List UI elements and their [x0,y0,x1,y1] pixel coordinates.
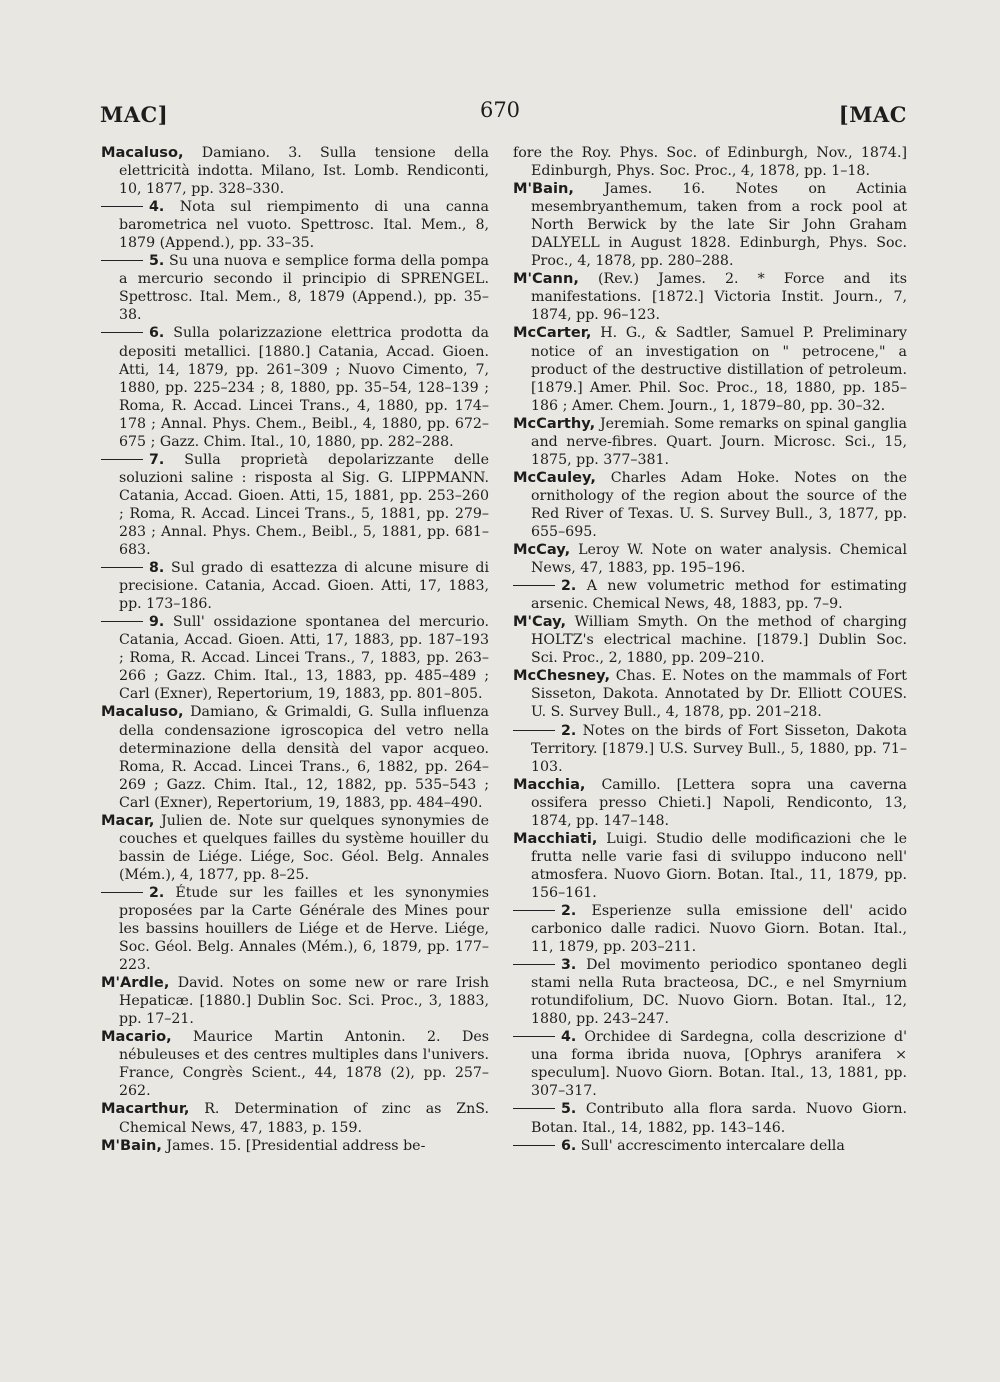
entry-author-surname: McCauley, [513,468,596,486]
left-column [101,144,489,1155]
entry-text: (Rev.) James. 2. * Force and its manifestations. [1872.] Victoria Instit. Journ., 7, 1874, pp. 96–123. [531,271,907,324]
entry-text: Sull' accrescimento intercalare della [576,1137,845,1154]
ditto-dash [101,332,143,333]
page-header [0,98,1000,138]
ditto-dash [513,910,555,911]
entry-text: Notes on the birds of Fort Sisseton, Dakota Territory. [1879.] U.S. Survey Bull., 5, 1880, pp. 71–103. [531,722,907,775]
entry-number: 8. [149,560,165,577]
ditto-dash [101,260,143,261]
entry-author-surname: Macaluso, [101,144,184,161]
entry-text: Camillo. [Lettera sopra una caverna ossifera presso Chieti.] Napoli, Rendiconto, 13, 1874, pp. 147–148. [531,776,907,829]
entry-text: Nota sul riempimento di una canna barometrica nel vuoto. Spettrosc. Ital. Mem., 8, 1879 (Append.), pp. 33–35. [119,199,489,252]
header-right-label: [MAC [838,102,907,127]
entry-author-surname: Macaluso, [101,703,184,721]
right-column [513,144,907,1155]
catalogue-entry [513,1137,907,1155]
entry-text: Maurice Martin Antonin. 2. Des nébuleuses et des centres multiples dans l'univers. France, Congrès Scient., 44, 1878 (2), pp. 257–262. [119,1029,489,1100]
catalogue-entry [513,667,907,721]
entry-text: A new volumetric method for estimating arsenic. Chemical News, 48, 1883, pp. 7–9. [531,578,907,613]
entry-text: R. Determination of zinc as ZnS. Chemical News, 47, 1883, p. 159. [119,1101,489,1136]
entry-text: David. Notes on some new or rare Irish Hepaticæ. [1880.] Dublin Soc. Sci. Proc., 3, 1883, pp. 17–21. [119,975,489,1028]
entry-number: 6. [149,325,165,342]
ditto-dash [101,206,143,207]
entry-number: 2. [149,884,165,901]
ditto-dash [101,459,143,460]
entry-number: 4. [561,1029,577,1046]
entry-author-surname: M'Cann, [513,270,579,288]
ditto-dash [101,567,143,568]
entry-number: 2. [561,902,577,919]
ditto-dash [513,1145,555,1146]
entry-text: Étude sur les failles et les synonymies proposées par la Carte Générale des Mines pour les bassins houillers de Liége et de Herve. Liége, Soc. Géol. Belg. Annales (Mém.), 6, 1879, pp. 177–223. [119,884,489,974]
ditto-dash [513,964,555,965]
catalogue-entry [513,469,907,541]
entry-number: 2. [561,578,577,595]
catalogue-entry [513,144,907,180]
catalogue-entry [513,776,907,830]
entry-text: Damiano, & Grimaldi, G. Sulla influenza della condensazione igroscopica del vetro nella determinazione della densità del vapor acqueo. Roma, R. Accad. Lincei Trans., 6, 1882, pp. 264–269 ; Gazz. Chim. Ital., 12, 1882, pp. 535–543 ; Carl (Exner), Repertorium, 19, 1883, pp. 484–490. [119,704,489,811]
catalogue-entry [513,415,907,469]
entry-author-surname: M'Ardle, [101,974,170,992]
entry-number: 4. [149,199,165,216]
entry-author-surname: Macchiati, [513,829,598,847]
ditto-dash [513,1108,555,1109]
catalogue-entry [513,541,907,577]
catalogue-entry [513,902,907,956]
catalogue-entry [101,198,489,252]
entry-text: Luigi. Studio delle modificazioni che le frutta nelle varie fasi di sviluppo inducono nell' atmosfera. Nuovo Giorn. Botan. Ital., 11, 1879, pp. 156–161. [531,830,907,901]
entry-author-surname: McCarter, [513,324,592,342]
entry-text: Damiano. 3. Sulla tensione della elettricità indotta. Milano, Ist. Lomb. Rendiconti, 10, 1877, pp. 328–330. [119,145,489,198]
entry-text: Charles Adam Hoke. Notes on the ornithology of the region about the source of the Red River of Texas. U. S. Survey Bull., 3, 1877, pp. 655–695. [531,469,907,540]
header-left-label: MAC] [100,102,169,127]
entry-text: Sul grado di esattezza di alcune misure di precisione. Catania, Accad. Gioen. Atti, 17, 1883, pp. 173–186. [119,560,489,613]
ditto-dash [101,621,143,622]
entry-number: 9. [149,614,165,631]
entry-author-surname: McCay, [513,541,571,559]
entry-text: Sull' ossidazione spontanea del mercurio. Catania, Accad. Gioen. Atti, 17, 1883, pp. 187–193 ; Roma, R. Accad. Lincei Trans., 7, 1883, pp. 263–266 ; Gazz. Chim. Ital., 13, 1883, pp. 485–489 ; Carl (Exner), Repertorium, 19, 1883, pp. 801–805. [119,614,489,703]
entry-number: 5. [149,253,165,270]
entry-text: Del movimento periodico spontaneo degli stami nella Ruta bracteosa, DC., e nel Smyrnium rotundifolium, DC. Nuovo Giorn. Botan. Ital., 12, 1880, pp. 243–247. [531,957,907,1028]
entry-number: 5. [561,1101,577,1118]
catalogue-entry [101,451,489,559]
entry-author-surname: Macar, [101,811,155,829]
ditto-dash [513,730,555,731]
ditto-dash [513,1036,555,1037]
entry-author-surname: Macchia, [513,775,586,793]
catalogue-entry [513,577,907,613]
catalogue-entry [513,830,907,902]
catalogue-entry [513,956,907,1028]
catalogue-entry [513,324,907,414]
catalogue-entry [101,252,489,324]
catalogue-entry [101,884,489,974]
catalogue-entry [101,703,489,811]
ditto-dash [101,892,143,893]
catalogue-entry [101,559,489,613]
entry-number: 2. [561,722,577,739]
entry-text: Leroy W. Note on water analysis. Chemical News, 47, 1883, pp. 195–196. [531,542,907,577]
entry-text: Su una nuova e semplice forma della pompa a mercurio secondo il principio di SPRENGEL. Spettrosc. Ital. Mem., 8, 1879 (Append.), pp. 35–38. [119,253,489,324]
catalogue-entry [101,812,489,884]
entry-number: 7. [149,451,165,468]
entry-text: H. G., & Sadtler, Samuel P. Preliminary notice of an investigation on " petrocene," a product of the destructive distillation of petroleum. [1879.] Amer. Phil. Soc. Proc., 18, 1880, pp. 185–186 ; Amer. Chem. Journ., 1, 1879–80, pp. 30–32. [531,325,907,414]
entry-author-surname: Macario, [101,1028,172,1046]
entry-author-surname: McChesney, [513,667,611,685]
entry-text: Contributo alla flora sarda. Nuovo Giorn. Botan. Ital., 14, 1882, pp. 143–146. [531,1101,907,1136]
catalogue-entry [101,1137,489,1155]
catalogue-entry [101,324,489,450]
catalogue-entry [513,270,907,324]
entry-text: Chas. E. Notes on the mammals of Fort Sisseton, Dakota. Annotated by Dr. Elliott COUES. U. S. Survey Bull., 4, 1878, pp. 201–218. [531,668,907,721]
entry-text: Esperienze sulla emissione dell' acido carbonico dalle radici. Nuovo Giorn. Botan. Ital., 11, 1879, pp. 203–211. [531,902,907,956]
entry-number: 6. [561,1137,577,1154]
catalogue-entry [513,722,907,776]
catalogue-entry [101,144,489,198]
catalogue-entry [101,1028,489,1100]
entry-text: Sulla proprietà depolarizzante delle soluzioni saline : risposta al Sig. G. LIPPMANN. Catania, Accad. Gioen. Atti, 15, 1881, pp. 253–260 ; Roma, R. Accad. Lincei Trans., 5, 1881, pp. 279–283 ; Annal. Phys. Chem., Beibl., 5, 1881, pp. 681–683. [119,451,489,559]
entry-author-surname: Macarthur, [101,1100,190,1118]
ditto-dash [513,585,555,586]
entry-author-surname: McCarthy, [513,414,596,432]
entry-text: James. 15. [Presidential address be- [161,1137,426,1154]
catalogue-entry [513,180,907,270]
entry-text: William Smyth. On the method of charging HOLTZ's electrical machine. [1879.] Dublin Soc. Sci. Proc., 2, 1880, pp. 209–210. [531,614,907,667]
catalogue-entry [513,613,907,667]
entry-text: Sulla polarizzazione elettrica prodotta da depositi metallici. [1880.] Catania, Accad. Gioen. Atti, 14, 1879, pp. 261–309 ; Nuovo Cimento, 7, 1880, pp. 225–234 ; 8, 1880, pp. 35–54, 128–139 ; Roma, R. Accad. Lincei Trans., 4, 1880, pp. 174–178 ; Annal. Phys. Chem., Beibl., 4, 1880, pp. 672–675 ; Gazz. Chim. Ital., 10, 1880, pp. 282–288. [119,325,489,450]
catalogue-entry [101,1100,489,1136]
catalogue-entry [513,1028,907,1100]
entry-author-surname: M'Bain, [513,180,574,198]
catalogue-entry [513,1100,907,1136]
catalogue-entry [101,613,489,703]
entry-text: Jeremiah. Some remarks on spinal ganglia and nerve-fibres. Quart. Journ. Microsc. Sci., 15, 1875, pp. 377–381. [531,415,907,468]
entry-author-surname: M'Cay, [513,613,567,631]
entry-author-surname: M'Bain, [101,1136,162,1154]
entry-text: James. 16. Notes on Actinia mesembryanthemum, taken from a rock pool at North Berwick by the late Sir John Graham DALYELL in August 1828. Edinburgh, Phys. Soc. Proc., 4, 1878, pp. 280–288. [531,181,907,270]
page-number: 670 [479,98,521,122]
entry-number: 3. [561,957,577,974]
entry-text: Julien de. Note sur quelques synonymies de couches et quelques failles du système houiller du bassin de Liége. Liége, Soc. Géol. Belg. Annales (Mém.), 4, 1877, pp. 8–25. [119,812,489,883]
catalogue-entry [101,974,489,1028]
entry-text: Orchidee di Sardegna, colla descrizione d' una forma ibrida nuova, [Ophrys aranifera × speculum]. Nuovo Giorn. Botan. Ital., 13, 1881, pp. 307–317. [531,1029,907,1100]
entry-text: fore the Roy. Phys. Soc. of Edinburgh, Nov., 1874.] Edinburgh, Phys. Soc. Proc., 4, 1878, pp. 1–18. [513,145,907,180]
